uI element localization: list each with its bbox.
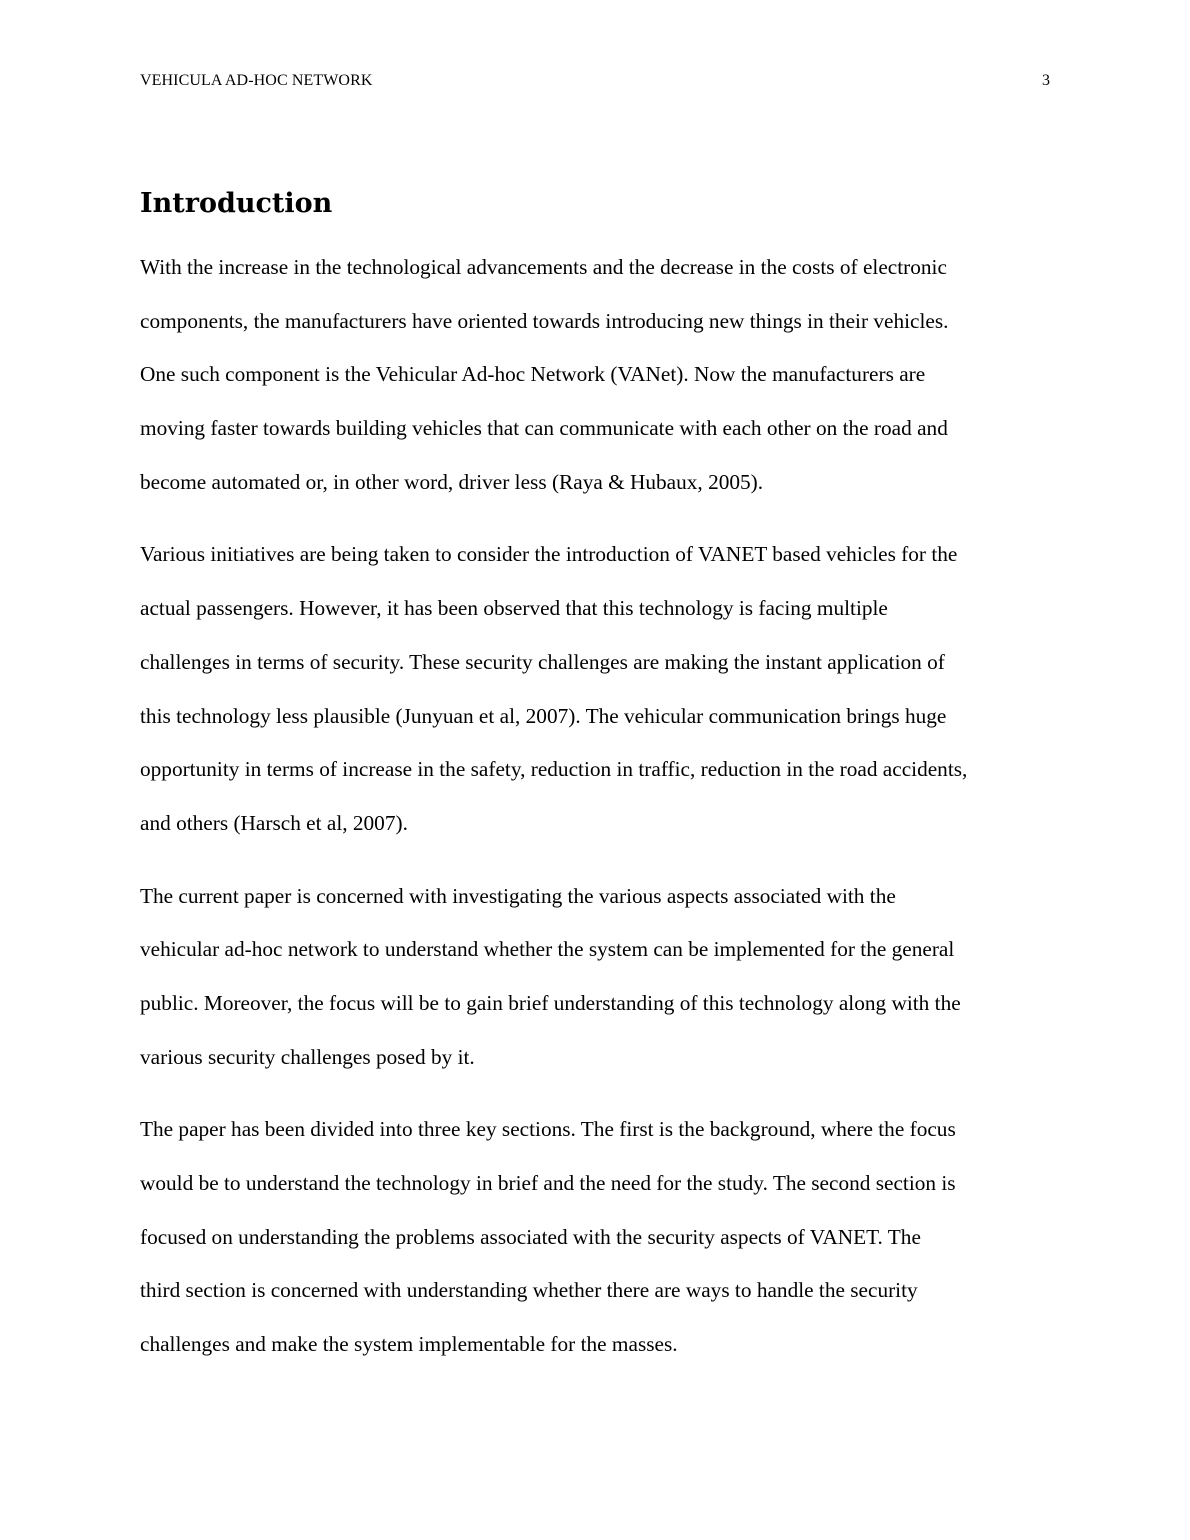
document-body bbox=[140, 183, 1052, 1372]
paragraph-line: moving faster towards building vehicles that can communicate with each other on the road and bbox=[140, 416, 948, 441]
running-head-title: VEHICULA AD-HOC NETWORK bbox=[140, 72, 373, 89]
paragraph-1 bbox=[140, 241, 1052, 509]
paragraph-line: various security challenges posed by it. bbox=[140, 1044, 475, 1069]
paragraph-line: challenges in terms of security. These security challenges are making the instant application of bbox=[140, 649, 945, 674]
page-number: 3 bbox=[1042, 72, 1050, 89]
paragraph-line: public. Moreover, the focus will be to gain brief understanding of this technology along with the bbox=[140, 990, 961, 1015]
paragraph-line: and others (Harsch et al, 2007). bbox=[140, 810, 408, 835]
paragraph-line: Various initiatives are being taken to consider the introduction of VANET based vehicles for the bbox=[140, 542, 958, 567]
paragraph-line: actual passengers. However, it has been observed that this technology is facing multiple bbox=[140, 596, 888, 621]
paragraph-line: vehicular ad-hoc network to understand whether the system can be implemented for the general bbox=[140, 937, 955, 962]
paragraph-line: challenges and make the system implementable for the masses. bbox=[140, 1332, 678, 1357]
paragraph-2 bbox=[140, 528, 1052, 850]
paragraph-line: focused on understanding the problems associated with the security aspects of VANET. The bbox=[140, 1224, 921, 1249]
paragraph-line: The current paper is concerned with investigating the various aspects associated with the bbox=[140, 883, 896, 908]
paragraph-line: opportunity in terms of increase in the safety, reduction in traffic, reduction in the road accidents, bbox=[140, 757, 968, 782]
paragraph-3 bbox=[140, 870, 1052, 1085]
paragraph-line: The paper has been divided into three key sections. The first is the background, where the focus bbox=[140, 1117, 956, 1142]
paragraph-line: would be to understand the technology in brief and the need for the study. The second section is bbox=[140, 1171, 956, 1195]
paragraph-line: components, the manufacturers have oriented towards introducing new things in their vehicles. bbox=[140, 308, 949, 333]
paragraph-line: third section is concerned with understanding whether there are ways to handle the security bbox=[140, 1278, 918, 1303]
paragraph-line: this technology less plausible (Junyuan et al, 2007). The vehicular communication brings huge bbox=[140, 703, 947, 728]
paragraph-line: One such component is the Vehicular Ad-hoc Network (VANet). Now the manufacturers are bbox=[140, 362, 926, 387]
running-header bbox=[140, 70, 1050, 92]
section-heading-introduction: Introduction bbox=[140, 188, 333, 219]
paragraph-4 bbox=[140, 1103, 1052, 1371]
paragraph-line: With the increase in the technological advancements and the decrease in the costs of electronic bbox=[140, 255, 947, 279]
paragraph-line: become automated or, in other word, driver less (Raya & Hubaux, 2005). bbox=[140, 469, 764, 494]
